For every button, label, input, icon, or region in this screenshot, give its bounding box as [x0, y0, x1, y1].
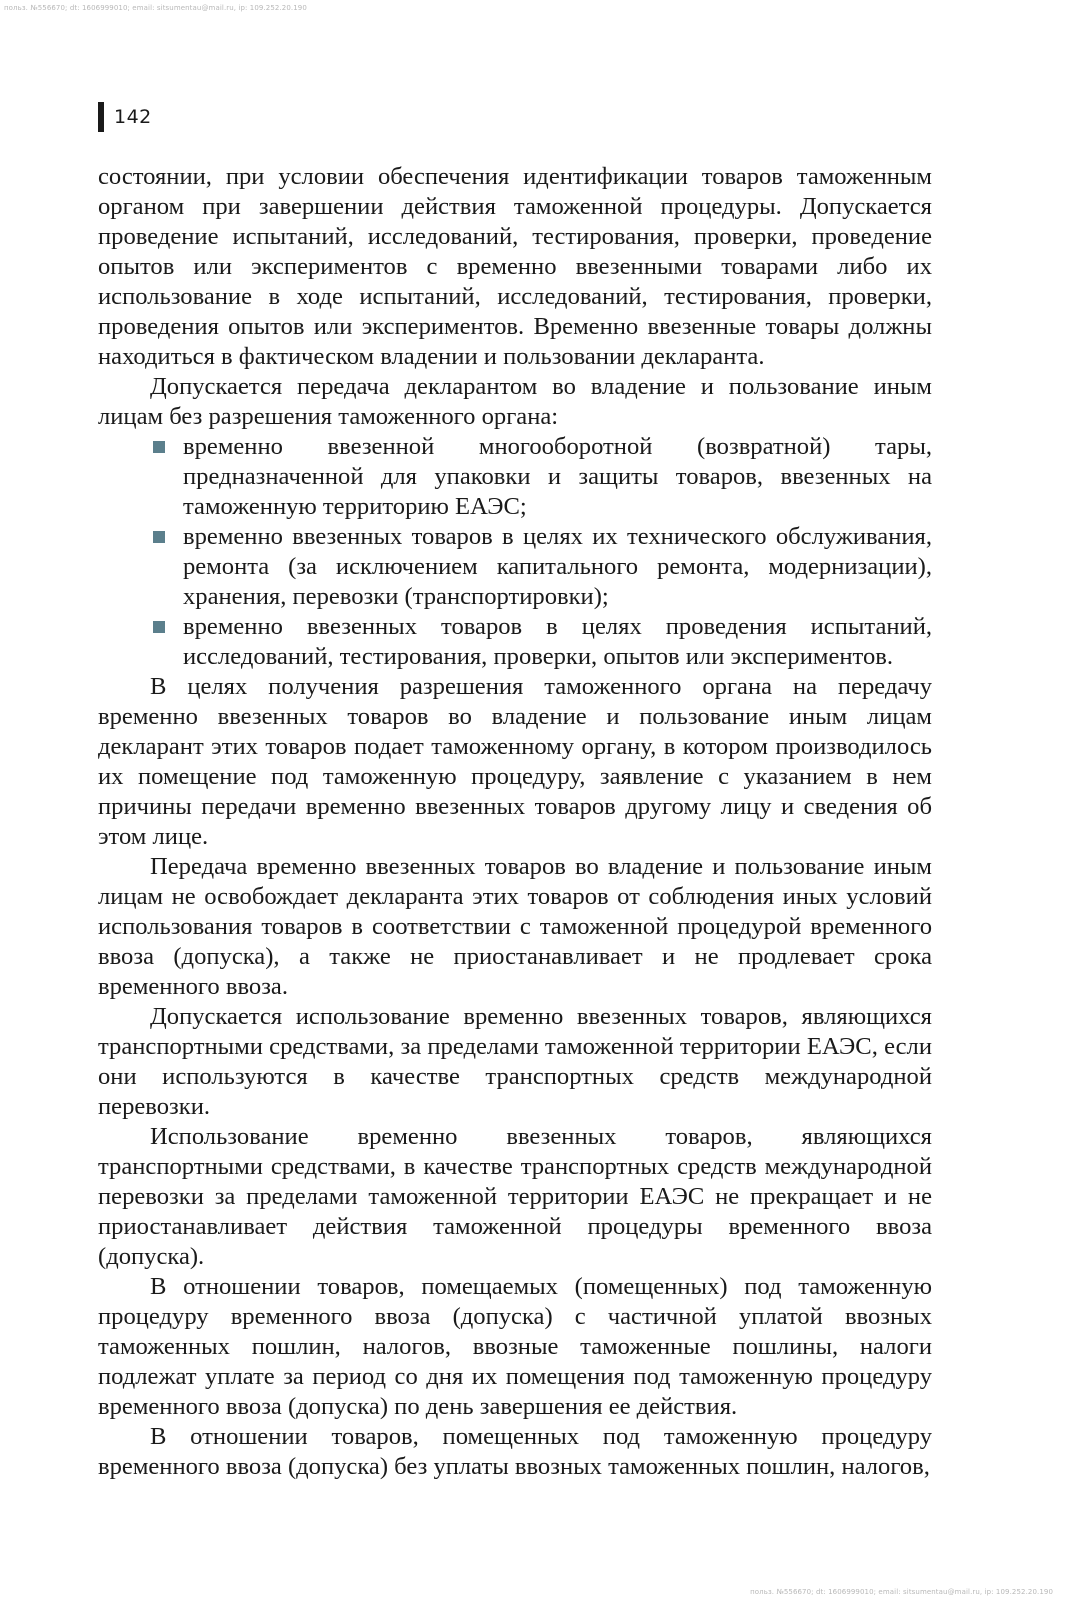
paragraph-7: В отношении товаров, помещаемых (помещенных) под таможенную процедуру временного ввоза (допуска) с частичной уплатой ввозных таможенных пошлин, налогов, ввозные таможенные пошлины, налоги подлежат уплате за период со дня их помещения под таможенную процедуру временного ввоза (допуска) по день завершения ее действия.: [98, 1273, 932, 1420]
header-bar: [98, 102, 104, 132]
watermark-bottom: польз. №556670; dt: 1606999010; email: sitsumentau@mail.ru, ip: 109.252.20.190: [750, 1588, 1053, 1596]
list-item: [183, 522, 932, 612]
paragraph-3: В целях получения разрешения таможенного органа на передачу временно ввезенных товаров во владение и пользование иным лицам декларант этих товаров подает таможенному органу, в котором производилось их помещение под таможенную процедуру, заявление с указанием в нем причины передачи временно ввезенных товаров другому лицу и сведения об этом лице.: [98, 673, 932, 850]
page-header: [98, 102, 152, 132]
square-bullet-icon: [153, 441, 165, 453]
list-item-text: временно ввезенной многооборотной (возвратной) тары, предназначенной для упаковки и защиты товаров, ввезенных на таможенную территорию ЕАЭС;: [183, 433, 932, 520]
list-item-text: временно ввезенных товаров в целях проведения испытаний, исследований, тестирования, проверки, опытов или экспериментов.: [183, 613, 932, 670]
square-bullet-icon: [153, 531, 165, 543]
list-item: [183, 432, 932, 522]
paragraph-1: состоянии, при условии обеспечения идентификации товаров таможенным органом при завершении действия таможенной процедуры. Допускается проведение испытаний, исследований, тестирования, проверки, проведение опытов или экспериментов с временно ввезенными товарами либо их использование в ходе испытаний, исследований, тестирования, проверки, проведения опытов или экспериментов. Временно ввезенные товары должны находиться в фактическом владении и пользовании декларанта.: [98, 163, 932, 370]
paragraph-5: Допускается использование временно ввезенных товаров, являющихся транспортными средствами, за пределами таможенной территории ЕАЭС, если они используются в качестве транспортных средств международной перевозки.: [98, 1003, 932, 1120]
bullet-list: [98, 432, 932, 672]
watermark-top: польз. №556670; dt: 1606999010; email: sitsumentau@mail.ru, ip: 109.252.20.190: [4, 4, 307, 12]
list-item-text: временно ввезенных товаров в целях их технического обслуживания, ремонта (за исключением капитального ремонта, модернизации), хранения, перевозки (транспортировки);: [183, 523, 932, 610]
list-item: [183, 612, 932, 672]
paragraph-6: Использование временно ввезенных товаров, являющихся транспортными средствами, в качестве транспортных средств международной перевозки за пределами таможенной территории ЕАЭС не прекращает и не приостанавливает действия таможенной процедуры временного ввоза (допуска).: [98, 1123, 932, 1270]
page-body: [98, 162, 932, 1482]
paragraph-2: Допускается передача декларантом во владение и пользование иным лицам без разрешения таможенного органа:: [98, 373, 932, 430]
square-bullet-icon: [153, 621, 165, 633]
paragraph-4: Передача временно ввезенных товаров во владение и пользование иным лицам не освобождает декларанта этих товаров от соблюдения иных условий использования товаров в соответствии с таможенной процедурой временного ввоза (допуска), а также не приостанавливает и не продлевает срока временного ввоза.: [98, 853, 932, 1000]
page-number: 142: [114, 106, 152, 128]
paragraph-8: В отношении товаров, помещенных под таможенную процедуру временного ввоза (допуска) без уплаты ввозных таможенных пошлин, налогов,: [98, 1423, 932, 1480]
